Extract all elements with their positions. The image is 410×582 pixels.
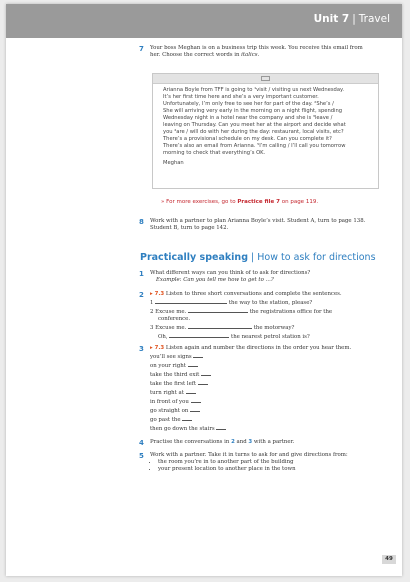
sentence-text: the way to the station, please? xyxy=(228,300,313,306)
exercise-7-number: 7 xyxy=(139,45,144,53)
practice-link[interactable]: Practice file 7 xyxy=(237,199,280,205)
sentence-text: conference. xyxy=(158,316,191,322)
order-blank[interactable] xyxy=(193,352,203,358)
instruction-italic: italics xyxy=(241,52,258,58)
bullet-item: • the room you’re in to another part of the building xyxy=(158,459,395,466)
instruction-line: her. Choose the correct words in xyxy=(150,52,240,58)
practice-pre: For more exercises, go to xyxy=(166,199,238,205)
sentence-text: the registrations office for the xyxy=(249,309,333,315)
page-number: 49 xyxy=(382,555,396,564)
sentence-text: Excuse me. xyxy=(155,309,187,315)
instruction: Listen again and number the directions in the order you hear them. xyxy=(165,345,352,351)
exercise-1-number: 1 xyxy=(139,270,144,278)
exercise-ref: 2 xyxy=(231,439,235,445)
header-bar xyxy=(6,4,402,38)
section-separator: | xyxy=(251,252,255,263)
exercise-1-text xyxy=(150,270,390,284)
exercise-ref: 3 xyxy=(248,439,253,445)
email-line: you ⁴are / will do with her during the day: restaurant, local visits, etc? xyxy=(163,129,344,135)
exercise-4-number: 4 xyxy=(139,439,144,447)
practice-post: on page 119. xyxy=(279,199,319,205)
answer-blank[interactable] xyxy=(188,307,248,313)
email-line: There’s also an email from Arianna. ⁵I’m calling / I’ll call you tomorrow xyxy=(163,143,346,149)
unit-title: Unit 7 | Travel xyxy=(313,13,390,25)
email-line: It’s her first time here and she’s a very important customer. xyxy=(163,94,319,100)
envelope-icon xyxy=(261,76,270,81)
order-blank[interactable] xyxy=(201,370,211,376)
exercise-4-text xyxy=(150,439,390,446)
exercise-3-text xyxy=(150,345,390,433)
email-line: Unfortunately, I’m only free to see her for part of the day. ²She’s / xyxy=(163,101,334,107)
direction-item: then go down the stairs xyxy=(150,426,215,432)
sentence-text: the nearest petrol station is? xyxy=(231,334,310,340)
instruction: Listen to three short conversations and complete the sentences. xyxy=(165,291,342,297)
email-box xyxy=(152,73,379,189)
email-line: morning to check that everything’s OK. xyxy=(163,150,266,156)
direction-item: go past the xyxy=(150,417,181,423)
order-blank[interactable] xyxy=(182,415,192,421)
direction-item: in front of you xyxy=(150,399,189,405)
exercise-2-number: 2 xyxy=(139,291,144,299)
exercise-7-instruction: Your boss Meghan is on a business trip this week. You receive this email from her. Choose the correct words in italics. xyxy=(150,45,363,58)
order-blank[interactable] xyxy=(188,361,198,367)
exercise-8-number: 8 xyxy=(139,218,144,226)
direction-item: go straight on xyxy=(150,408,189,414)
exercise-8-instruction xyxy=(150,218,390,232)
direction-item: turn right at xyxy=(150,390,184,396)
unit-topic: Travel xyxy=(358,13,390,25)
email-line: There’s a provisional schedule on my desk. Can you complete it? xyxy=(163,136,332,142)
exercise-5-text xyxy=(150,452,395,473)
sentence-text: Oh, xyxy=(158,334,168,340)
text: Practise the conversations in xyxy=(150,439,232,445)
unit-number: Unit 7 xyxy=(313,13,350,25)
instruction: Work with a partner. Take it in turns to ask for and give directions from: xyxy=(150,452,348,458)
practice-file-link[interactable] xyxy=(161,199,318,205)
bullet-item: • your present location to another place in the town xyxy=(158,466,395,473)
email-line: She will arriving very early in the morning on a night flight, spending xyxy=(163,108,343,114)
item-number: 2 xyxy=(150,309,154,315)
text: and xyxy=(234,439,249,445)
item-number: 3 xyxy=(150,325,154,331)
order-blank[interactable] xyxy=(216,424,226,430)
example: Example: Can you tell me how to get to …? xyxy=(156,277,274,283)
email-body xyxy=(163,87,369,167)
section-title: Practically speaking xyxy=(140,252,248,263)
answer-blank[interactable] xyxy=(155,298,227,304)
order-blank[interactable] xyxy=(190,406,200,412)
audio-track[interactable]: ▸ 7.3 xyxy=(150,345,165,351)
text: with a partner. xyxy=(252,439,295,445)
order-blank[interactable] xyxy=(191,397,201,403)
email-line: leaving on Thursday. Can you meet her at the airport and decide what xyxy=(163,122,346,128)
instruction-line: Student B, turn to page 142. xyxy=(150,225,229,231)
instruction-line: Work with a partner to plan Arianna Boyle’s visit. Student A, turn to page 138. xyxy=(150,218,366,224)
email-signature: Meghan xyxy=(163,160,184,166)
email-line: Arianna Boyle from TFF is going to ¹visit / visiting us next Wednesday. xyxy=(163,87,344,93)
exercise-2-text xyxy=(150,291,390,341)
answer-blank[interactable] xyxy=(169,332,229,338)
bullet-list xyxy=(150,459,395,473)
question: What different ways can you think of to ask for directions? xyxy=(150,270,311,276)
direction-item: on your right xyxy=(150,363,186,369)
exercise-5-number: 5 xyxy=(139,452,144,460)
instruction-line: Your boss Meghan is on a business trip this week. You receive this email from xyxy=(150,45,363,51)
double-chevron-icon: » xyxy=(161,199,165,205)
sentence-text: the motorway? xyxy=(253,325,295,331)
order-blank[interactable] xyxy=(198,379,208,385)
order-blank[interactable] xyxy=(186,388,196,394)
email-header xyxy=(153,74,378,84)
direction-item: you’ll see signs xyxy=(150,354,192,360)
section-subtitle: How to ask for directions xyxy=(257,252,376,263)
page xyxy=(6,4,402,576)
sentence-text: Excuse me. xyxy=(155,325,187,331)
direction-item: take the first left xyxy=(150,381,196,387)
direction-item: take the third exit xyxy=(150,372,200,378)
email-line: Wednesday night in a hotel near the company and she is ³leave / xyxy=(163,115,333,121)
answer-blank[interactable] xyxy=(188,323,252,329)
item-number: 1 xyxy=(150,300,154,306)
audio-track[interactable]: ▸ 7.3 xyxy=(150,291,165,297)
section-heading xyxy=(140,252,376,263)
exercise-3-number: 3 xyxy=(139,345,144,353)
